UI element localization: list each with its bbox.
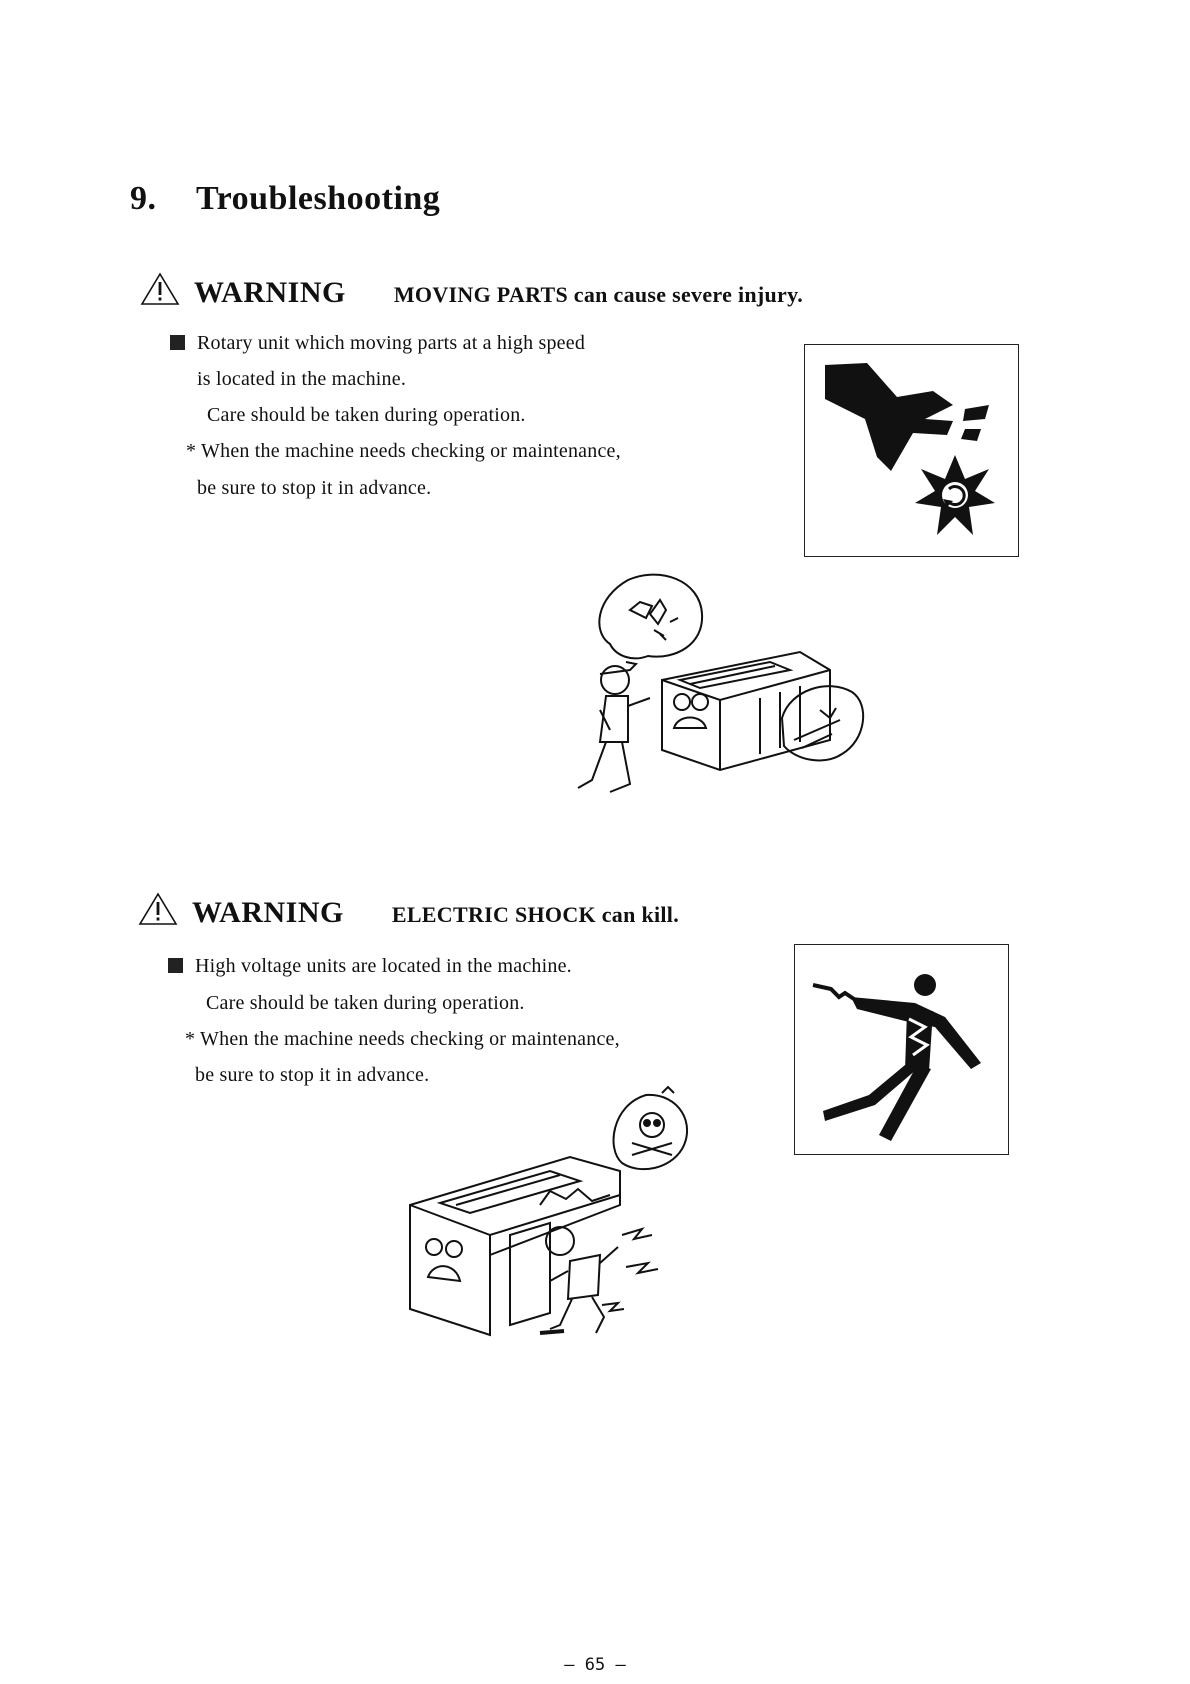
warning-text-line: be sure to stop it in advance.: [197, 477, 432, 499]
page-number: – 65 –: [564, 1655, 626, 1675]
warning-text-line: Rotary unit which moving parts at a high speed: [170, 332, 585, 355]
warning-text-line: * When the machine needs checking or maintenance,: [186, 440, 621, 462]
electric-shock-illustration: [400, 1085, 730, 1355]
warning-text-line: * When the machine needs checking or maintenance,: [185, 1028, 620, 1050]
warning-text-line: be sure to stop it in advance.: [195, 1064, 430, 1086]
warning-text-line: Care should be taken during operation.: [206, 992, 525, 1014]
warning-message: MOVING PARTS can cause severe injury.: [393, 282, 804, 307]
electric-shock-icon: [794, 944, 1009, 1155]
section-heading: [130, 180, 440, 218]
warning-header-moving-parts: [140, 272, 803, 310]
warning-header-electric-shock: [138, 892, 679, 930]
bullet-square-icon: [168, 958, 183, 973]
hand-rotor-hazard-icon: [804, 344, 1019, 557]
section-number: 9.: [130, 180, 157, 217]
warning-label: WARNING: [194, 276, 346, 309]
warning-message: ELECTRIC SHOCK can kill.: [391, 902, 680, 927]
warning-label: WARNING: [192, 896, 344, 929]
moving-parts-illustration: [570, 570, 890, 830]
warning-text-line: is located in the machine.: [197, 368, 407, 390]
bullet-square-icon: [170, 335, 185, 350]
warning-triangle-icon: [138, 892, 178, 926]
warning-text-line: High voltage units are located in the machine.: [168, 955, 572, 978]
warning-text-line: Care should be taken during operation.: [207, 404, 526, 426]
section-title: Troubleshooting: [196, 180, 441, 217]
warning-triangle-icon: [140, 272, 180, 306]
